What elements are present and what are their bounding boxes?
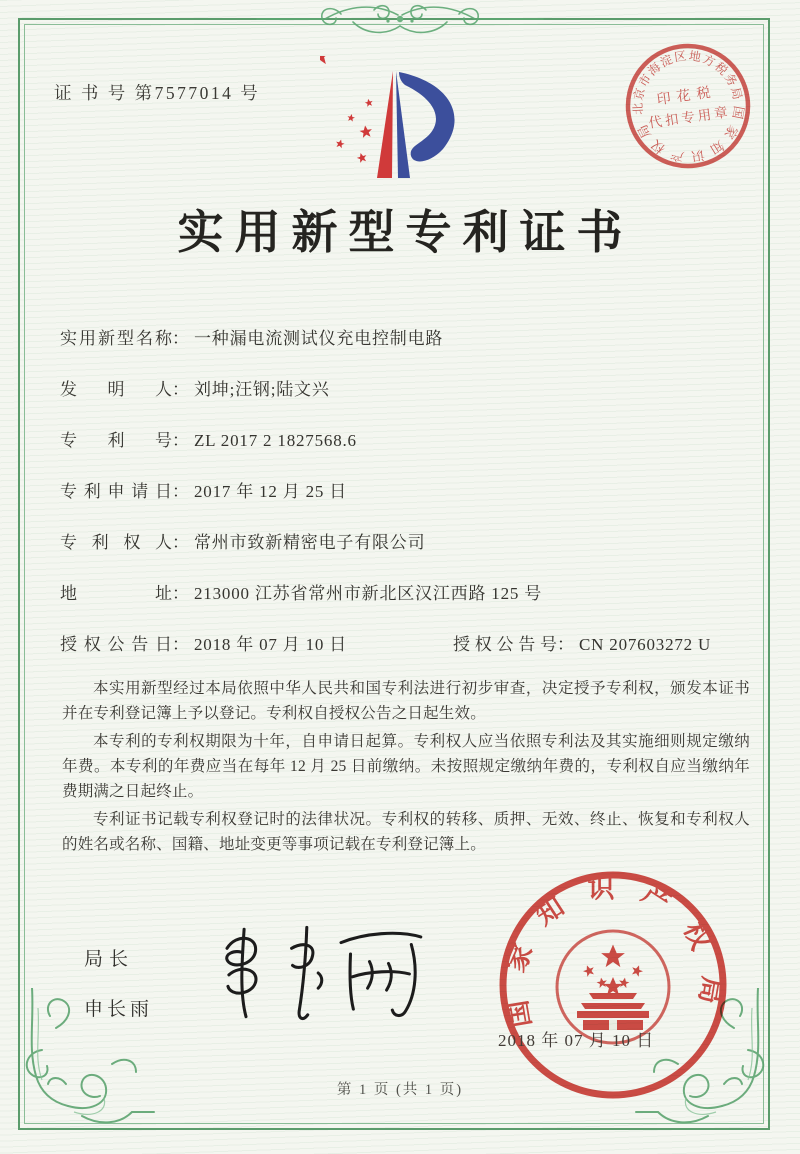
field-colon: ： — [172, 584, 189, 603]
field-value: 2017 年 12 月 25 日 — [194, 482, 348, 501]
field-row-filing-date — [60, 477, 756, 499]
certificate-title: 实用新型专利证书 — [177, 207, 634, 258]
field-value: 一种漏电流测试仪充电控制电路 — [194, 329, 444, 348]
field-list — [60, 324, 756, 681]
field-colon: ： — [172, 482, 189, 501]
cnipa-seal-icon — [494, 866, 732, 1104]
field-value: ZL 2017 2 1827568.6 — [194, 431, 357, 450]
field-row-inventor — [60, 375, 756, 397]
tax-stamp-seal-icon — [614, 32, 762, 180]
page-number: 第 1 页 (共 1 页) — [336, 1082, 464, 1098]
field-label: 地址 — [60, 584, 172, 603]
field-label: 专利权人 — [60, 533, 172, 552]
field-value: 常州市致新精密电子有限公司 — [194, 533, 426, 552]
seal-date: 2018 年 07 月 10 日 — [498, 1031, 655, 1050]
director-name: 申长雨 — [84, 999, 154, 1020]
field-row-address — [60, 579, 756, 601]
legal-text — [62, 676, 750, 860]
stamp-center-line1: 印花税 — [655, 84, 718, 109]
field-value: CN 207603272 U — [579, 635, 712, 654]
field-label: 实用新型名称 — [60, 329, 172, 348]
field-value: 刘坤;汪钢;陆文兴 — [194, 380, 330, 399]
seal-ring-text: 国家知识产权局 — [498, 873, 728, 1030]
field-row-patent-number — [60, 426, 756, 448]
legal-paragraph: 本实用新型经过本局依照中华人民共和国专利法进行初步审查，决定授予专利权，颁发本证书并在专利登记簿上予以登记。专利权自授权公告之日起生效。 — [62, 680, 750, 722]
field-colon: ： — [172, 635, 189, 654]
field-colon: ： — [172, 431, 189, 450]
field-row-grant — [60, 630, 756, 652]
field-label: 专利申请日 — [60, 482, 172, 501]
field-colon: ： — [172, 380, 189, 399]
field-label: 专利号 — [60, 431, 172, 450]
stamp-bottom-text: 国家知识产权局 — [631, 104, 747, 165]
top-border-ornament-icon — [253, 0, 547, 40]
field-colon: ： — [172, 533, 189, 552]
field-label: 授权公告号 — [453, 635, 557, 654]
field-label: 授权公告日 — [60, 635, 172, 654]
field-value: 2018 年 07 月 10 日 — [194, 635, 348, 654]
field-row-patentee — [60, 528, 756, 550]
stamp-center-line2: 代扣专用章 — [647, 104, 732, 131]
field-grant-number — [453, 630, 711, 655]
signature-handwriting-icon — [208, 916, 436, 1030]
legal-paragraph: 专利证书记载专利权登记时的法律状况。专利权的转移、质押、无效、终止、恢复和专利权人的姓名或名称、国籍、地址变更等事项记载在专利登记簿上。 — [62, 811, 750, 853]
cnipa-logo-icon — [320, 56, 495, 196]
field-colon: ： — [172, 329, 189, 348]
legal-paragraph: 本专利的专利权期限为十年，自申请日起算。专利权人应当依照专利法及其实施细则规定缴纳年费。本专利的年费应当在每年 12 月 25 日前缴纳。未按照规定缴纳年费的，专利权自应当缴纳年费期满之日起终止。 — [62, 733, 750, 800]
field-colon: ： — [557, 635, 574, 654]
field-row-name — [60, 324, 756, 346]
field-label: 发明人 — [60, 380, 172, 399]
stamp-top-text: 北京市海淀区地方税务局 — [630, 48, 745, 116]
director-title: 局长 — [84, 949, 135, 970]
field-value: 213000 江苏省常州市新北区汉江西路 125 号 — [194, 584, 543, 603]
certificate-number: 证 书 号 第7577014 号 — [54, 83, 261, 103]
